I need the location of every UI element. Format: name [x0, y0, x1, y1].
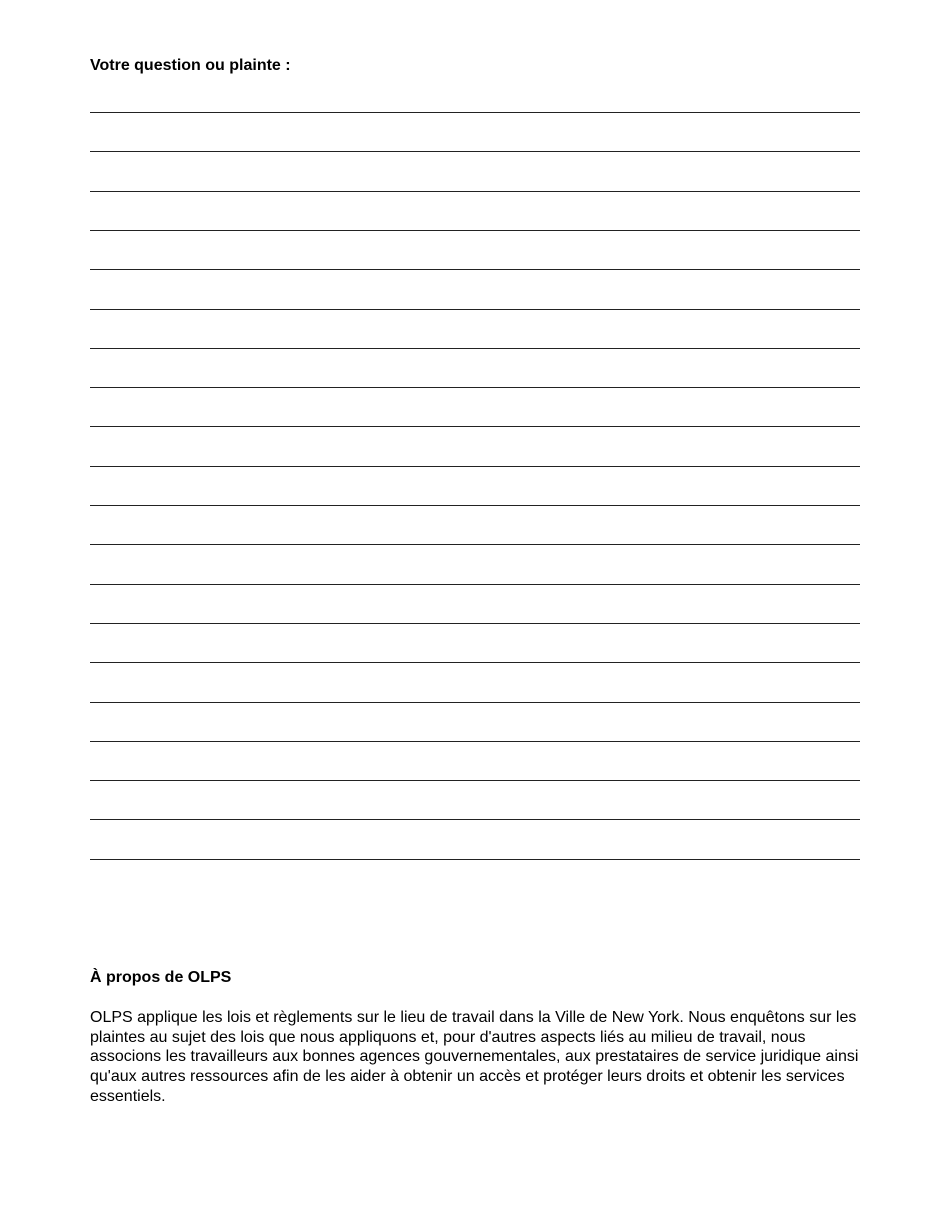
answer-line[interactable]: [90, 309, 860, 310]
answer-line[interactable]: [90, 348, 860, 349]
answer-line[interactable]: [90, 505, 860, 506]
answer-line[interactable]: [90, 230, 860, 231]
answer-line[interactable]: [90, 702, 860, 703]
answer-line[interactable]: [90, 466, 860, 467]
question-label: Votre question ou plainte :: [90, 57, 291, 74]
answer-line[interactable]: [90, 623, 860, 624]
answer-line[interactable]: [90, 191, 860, 192]
answer-line[interactable]: [90, 112, 860, 113]
answer-line[interactable]: [90, 426, 860, 427]
answer-line[interactable]: [90, 387, 860, 388]
answer-line[interactable]: [90, 859, 860, 860]
answer-line[interactable]: [90, 269, 860, 270]
about-paragraph: OLPS applique les lois et règlements sur le lieu de travail dans la Ville de New York. Nous enquêtons sur les plaintes au sujet des lois que nous appliquons et, pour d'autres aspects liés au milieu de travail, nous associons les travailleurs aux bonnes agences gouvernementales, aux prestataires de service juridique ainsi qu'aux autres ressources afin de les aider à obtenir un accès et protéger leurs droits et obtenir les services essentiels.: [90, 1009, 859, 1105]
answer-line[interactable]: [90, 662, 860, 663]
about-heading: À propos de OLPS: [90, 969, 232, 986]
answer-line[interactable]: [90, 780, 860, 781]
answer-lines-area[interactable]: [90, 112, 860, 861]
answer-line[interactable]: [90, 741, 860, 742]
answer-line[interactable]: [90, 151, 860, 152]
answer-line[interactable]: [90, 819, 860, 820]
answer-line[interactable]: [90, 544, 860, 545]
answer-line[interactable]: [90, 584, 860, 585]
